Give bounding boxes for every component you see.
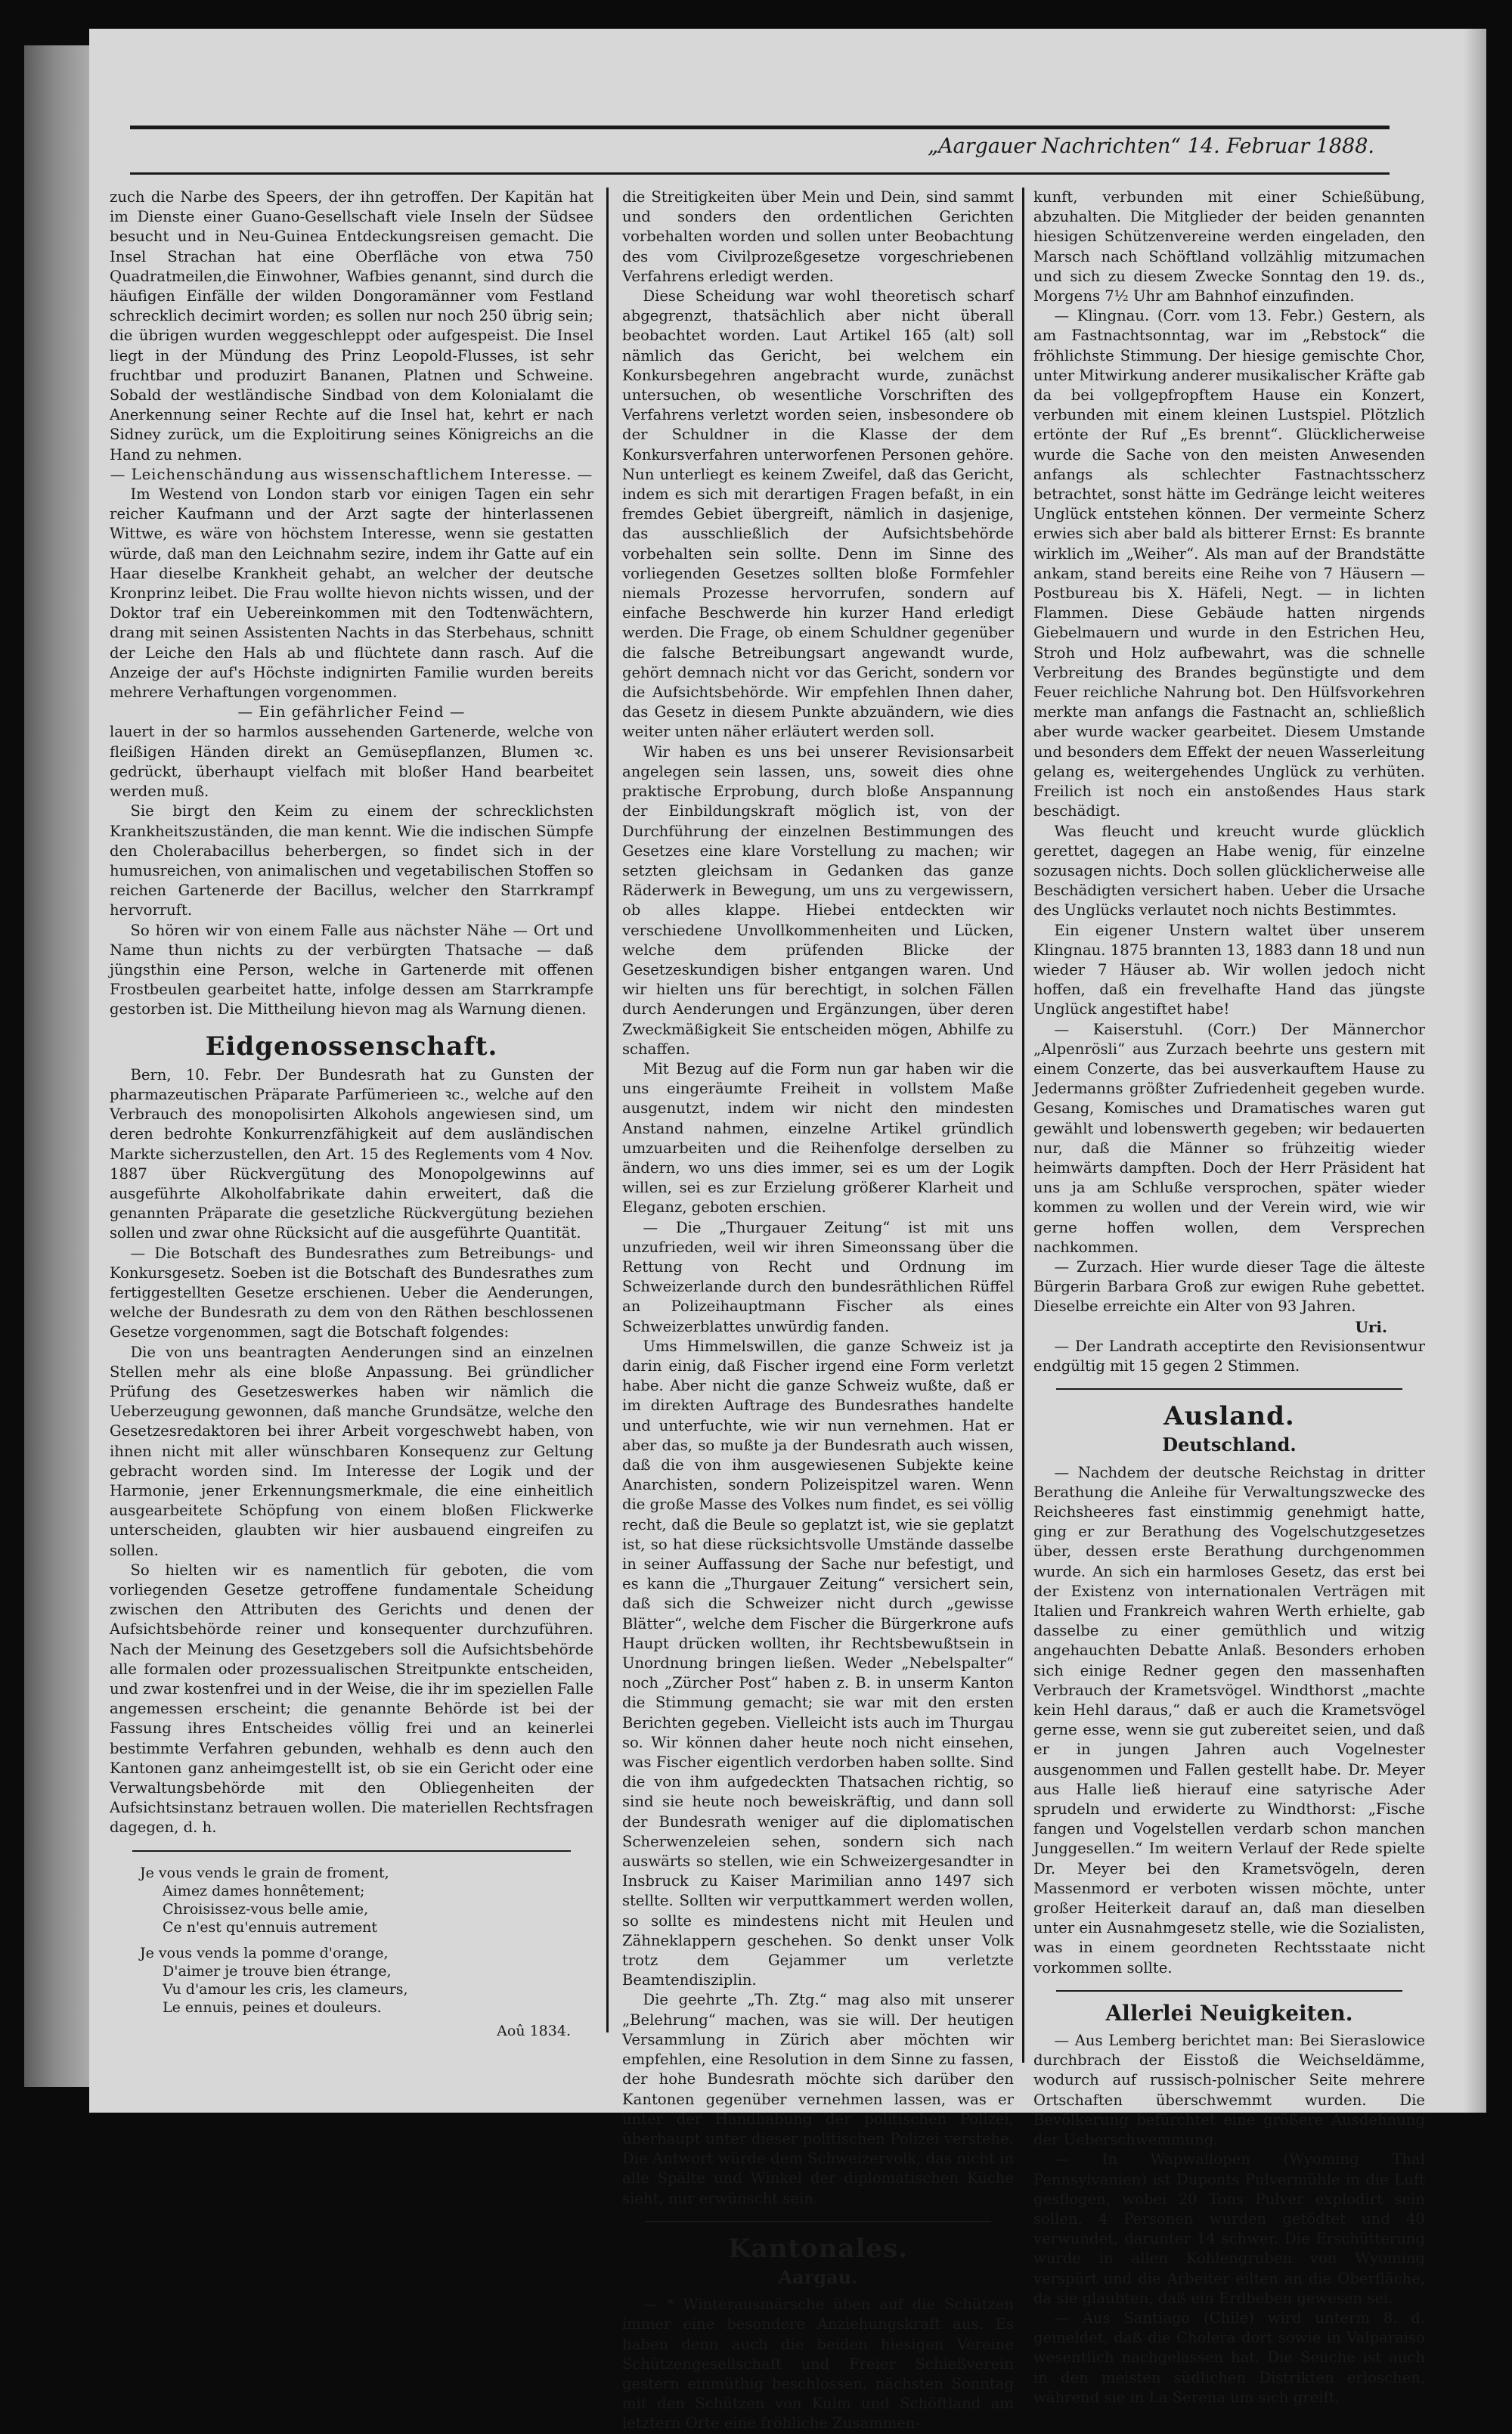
article-paragraph: — Aus Santiago (Chile) wird unterm 8. d. gemeldet, daß die Cholera dort sowie in Valparaiso wesentlich nachgelassen hat. Die Seuche ist auch in den meisten südlichen Distrikten erloschen, während sie in La Serena um sich greift.	[1033, 2308, 1425, 2406]
article-paragraph: Sie birgt den Keim zu einem der schrecklichsten Krankheitszuständen, die man kennt. Wie die indischen Sümpfe den Cholerabacillus beherbergen, so findet sich in der humusreichen, von animalischen und vegetabilischen Stoffen so reichen Gartenerde der Bacillus, welcher den Starrkrampf hervorruft.	[110, 802, 593, 919]
poem-line: Je vous vends le grain de froment,	[140, 1864, 389, 1881]
article-paragraph: — * Winterausmärsche üben auf die Schützen immer eine besondere Anziehungskraft aus. Es haben denn auch die beiden hiesigen Vereine Schützengesellschaft und Freier Schießverein gestern einmüthig beschlossen, nächsten Sonntag mit den Schützen von Kulm und Schöftland am letztern Orte eine fröhliche Zusammen-	[622, 2296, 1014, 2432]
article-paragraph: So hören wir von einem Falle aus nächster Nähe — Ort und Name thun nichts zu der verbürgten Thatsache — daß jüngsthin eine Person, welche in Gartenerde mit offenen Frostbeulen gearbeitet hatte, infolge dessen am Starrkrampfe gestorben ist. Die Mittheilung hievon mag als Warnung dienen.	[110, 921, 593, 1019]
subsection-heading: Deutschland.	[1162, 1434, 1297, 1456]
article-paragraph: So hielten wir es namentlich für geboten, die vom vorliegenden Gesetze getroffene fundamentale Scheidung zwischen den Attributen des Gerichts und denen der Aufsichtsbehörde reiner und konsequenter durchzuführen. Nach der Meinung des Gesetzgebers soll die Aufsichtsbehörde alle formalen oder prozessualischen Streitpunkte entscheiden, und zwar kostenfrei und in der Weise, die ihr im speziellen Falle angemessen erscheint; die genannte Behörde ist bei der Fassung ihres Entscheides völlig frei und an keinerlei bestimmte Verfahren gebunden, wehhalb es denn auch den Kantonen ganz anheimgestellt ist, ob sie ein Gericht oder eine Verwaltungsbehörde mit den Obliegenheiten der Aufsichtsinstanz betrauen wollen. Die materiellen Rechtsfragen dagegen, d. h.	[110, 1561, 593, 1837]
article-paragraph: Diese Scheidung war wohl theoretisch scharf abgegrenzt, thatsächlich aber nicht überall beobachtet worden. Laut Artikel 165 (alt) soll nämlich das Gericht, bei welchem ein Konkursbegehren angebracht wurde, zunächst untersuchen, ob wesentliche Vorschriften des Verfahrens verletzt worden seien, insbesondere ob der Schuldner in die Klasse der dem Konkursverfahren unterworfenen Personen gehöre. Nun unterliegt es keinem Zweifel, daß das Gericht, indem es sich mit derartigen Fragen befaßt, in ein fremdes Gebiet übergreift, nämlich in dasjenige, das ausschließlich der Aufsichtsbehörde vorbehalten sein sollte. Denn im Sinne des vorliegenden Gesetzes sollten bloße Formfehler niemals Prozesse hervorrufen, sondern auf einfache Beschwerde hin kurzer Hand erledigt werden. Die Frage, ob einem Schuldner gegenüber die falsche Betreibungsart angewandt wurde, gehört demnach nicht vor das Gericht, sondern vor die Aufsichtsbehörde. Wir empfehlen Ihnen daher, das Gesetz in diesem Punkte abzuändern, wie dies weiter unten näher erläutert werden soll.	[622, 287, 1014, 741]
article-paragraph: — In Wapwallopen (Wyoming Thal Pennsylvanien) ist Duponts Pulvermühle in die Luft gesflogen, wobei 20 Tons Pulver explodirt sein sollen. 4 Personen wurden getödtet und 40 verwundet, darunter 14 schwer. Die Erschütterung wurde in allen Kohlengruben von Wyoming verspürt und die Arbeiter eilten an die Oberfläche, da sie glaubten, daß ein Erdbeben gewesen sei.	[1033, 2150, 1425, 2307]
poem-line: Aimez dames honnêtement;	[163, 1882, 365, 1899]
article-paragraph: Die von uns beantragten Aenderungen sind an einzelnen Stellen mehr als eine bloße Anpassung. Bei gründlicher Prüfung des Gesetzeswerkes haben wir nämlich die Ueberzeugung gewonnen, daß manche Grundsätze, welche den Gesetzesredaktoren bei ihrer Arbeit vorgeschwebt haben, von ihnen nicht mit aller wünschbaren Konsequenz zur Geltung gebracht worden sind. Im Interesse der Logik und der Harmonie, jener Erkennungsmerkmale, die eine einheitlich ausgearbeitete Schöpfung von einem bloßen Flickwerke unterscheiden, glaubten wir hier ausbauend eingreifen zu sollen.	[110, 1343, 593, 1559]
section-heading: Kantonales.	[728, 2233, 908, 2264]
article-heading: — Leichenschändung aus wissenschaftlichem Interesse. —	[110, 465, 593, 483]
poem-line: Vu d'amour les cris, les clameurs,	[163, 1980, 408, 1998]
article-paragraph: — Die „Thurgauer Zeitung“ ist mit uns unzufrieden, weil wir ihren Simeonssang über die Rettung von Recht und Ordnung im Schweizerlande durch den bundesräthlichen Rüffel an Polizeihauptmann Fischer als eines Schweizerblattes unwürdig fanden.	[622, 1218, 1014, 1335]
section-heading: Allerlei Neuigkeiten.	[1105, 2000, 1353, 2026]
article-paragraph: Mit Bezug auf die Form nun gar haben wir die uns eingeräumte Freiheit in vollstem Maße ausgenutzt, indem wir nicht den mindesten Anstand nahmen, einzelne Artikel gründlich umzuarbeiten und die Reihenfolge derselben zu ändern, wo uns dies immer, sei es um der Logik willen, sei es zur Erzielung größerer Klarheit und Eleganz, geboten erschien.	[622, 1059, 1014, 1217]
column-1	[110, 188, 593, 2041]
article-paragraph: — Klingnau. (Corr. vom 13. Febr.) Gestern, als am Fastnachtsonntag, war im „Rebstock“ die fröhlichste Stimmung. Der hiesige gemischte Chor, unter Mitwirkung anderer musikalischer Kräfte gab da bei vollgepfropftem Hause ein Konzert, verbunden mit einem kleinen Lustspiel. Plötzlich ertönte der Ruf „Es brennt“. Glücklicherweise wurde die Sache von den meisten Anwesenden anfangs als schlechter Fastnachtsscherz betrachtet, sonst hätte im Gedränge leicht weiteres Unglück entstehen können. Der vermeinte Scherz erwies sich aber bald als bitterer Ernst: Es brannte wirklich im „Weiher“. Als man auf der Brandstätte ankam, stand bereits eine Reihe von 7 Häusern — Postbureau bis X. Häfeli, Negt. — in lichten Flammen. Diese Gebäude hatten nirgends Giebelmauern und wurde in den Estrichen Heu, Stroh und Holz aufbewahrt, was die schnelle Verbreitung des Brandes begünstigte und dem Feuer reichliche Nahrung bot. Den Hülfsvorkehren merkte man anfangs die Fastnacht an, schließlich aber wurde wacker gearbeitet. Diesem Umstande und besonders dem Effekt der neuen Wasserleitung gelang es, weitergehendes Unglück zu verhüten. Freilich ist noch ein anstoßendes Haus stark beschädigt.	[1033, 307, 1425, 820]
article-paragraph: Ein eigener Unstern waltet über unserem Klingnau. 1875 brannten 13, 1883 dann 18 und nun wieder 7 Häuser ab. Wir wollen jedoch nicht hoffen, daß ein frevelhafte Hand das jüngste Unglück angestiftet habe!	[1033, 921, 1425, 1019]
section-separator	[645, 2221, 991, 2222]
poem	[110, 1864, 593, 2017]
poem-line: Chroisissez-vous belle amie,	[163, 1900, 369, 1918]
column-divider	[606, 188, 609, 2032]
article-paragraph: — Die Botschaft des Bundesrathes zum Betreibungs- und Konkursgesetz. Soeben ist die Botschaft des Bundesrathes zum fertiggestellten Gesetze erschienen. Ueber die Aenderungen, welche der Bundesrath zu dem von den Räthen beschlossenen Gesetze vorgenommen, sagt die Botschaft folgendes:	[110, 1244, 593, 1341]
article-paragraph: — Nachdem der deutsche Reichstag in dritter Berathung die Anleihe für Verwaltungszwecke des Reichsheeres fast einstimmig genehmigt hatte, ging er zur Berathung des Vogelschutzgesetzes über, dessen erste Berathung durchgenommen wurde. An sich ein harmloses Gesetz, das erst bei der Existenz von internationalen Verträgen mit Italien und Frankreich wahren Werth erhielte, gab dasselbe zu einer gemüthlich und witzig angehauchten Debatte Anlaß. Besonders erhoben sich einige Redner gegen den massenhaften Verbrauch der Krametsvögel. Windthorst „machte kein Hehl daraus,“ daß er auch die Krametsvögel gerne esse, wenn sie gut zubereitet seien, und daß er in jungen Jahren auch Vogelnester ausgenommen und Fallen gestellt habe. Dr. Meyer aus Halle ließ hierauf eine satyrische Ader sprudeln und erwiderte zu Windthorst: „Fische fangen und Vogelstellen verdarb schon manchen Junggesellen.“ Im weitern Verlauf der Rede spielte Dr. Meyer bei den Krametsvögeln, deren Massenmord er verboten wissen möchte, unter großer Heiterkeit darauf an, daß man dieselben unter ein Ausnahmgesetz stelle, wie die Sozialisten, was in einem geordneten Rechtsstaate nicht vorkommen sollte.	[1033, 1463, 1425, 1977]
book-binding	[24, 45, 100, 2087]
subsection-heading: Uri.	[1355, 1317, 1387, 1336]
poem-line: Je vous vends la pomme d'orange,	[140, 1944, 389, 1961]
page-header: „Aargauer Nachrichten“ 14. Februar 1888.	[928, 135, 1374, 158]
poem-line: Le ennuis, peines et douleurs.	[163, 1998, 382, 2016]
page-edge-shadow	[1464, 29, 1486, 2113]
article-paragraph: — Aus Lemberg berichtet man: Bei Sieraslowice durchbrach der Eisstoß die Weichseldämme, wodurch auf russisch-polnischer Seite mehrere Ortschaften überschwemmt wurden. Die Bevölkerung befürchtet eine größere Ausdehnung der Ueberschwemmung.	[1033, 2032, 1425, 2149]
header-top-rule	[130, 126, 1390, 129]
poem-separator	[132, 1850, 571, 1852]
section-separator	[1056, 1388, 1402, 1390]
poem-line: Ce n'est qu'ennuis autrement	[163, 1918, 378, 1936]
article-paragraph: Was fleucht und kreucht wurde glücklich gerettet, dagegen an Habe wenig, für einzelne sozusagen nichts. Doch sollen glücklicherweise alle Beschädigten versichert haben. Ueber die Ursache des Unglücks verlautet noch nichts Bestimmtes.	[1033, 822, 1425, 919]
article-paragraph: kunft, verbunden mit einer Schießübung, abzuhalten. Die Mitglieder der beiden genannten hiesigen Schützenvereine werden eingeladen, den Marsch nach Schöftland vollzählig mitzumachen und sich zu diesem Zwecke Sonntag den 19. ds., Morgens 7½ Uhr am Bahnhof einzufinden.	[1033, 188, 1425, 305]
header-bottom-rule	[130, 172, 1390, 175]
section-separator	[1056, 1990, 1402, 1992]
section-heading: Eidgenossenschaft.	[205, 1031, 498, 1062]
poem-signature: Aoû 1834.	[497, 2022, 571, 2039]
article-paragraph: Im Westend von London starb vor einigen Tagen ein sehr reicher Kaufmann und der Arzt sagte der hinterlassenen Wittwe, es wäre von höchstem Interesse, wenn sie gestatten würde, daß man den Leichnahm sezire, indem ihr Gatte auf ein Haar dieselbe Krankheit gehabt, an welcher der deutsche Kronprinz leibet. Die Frau wollte hievon nichts wissen, und der Doktor traf ein Uebereinkommen mit den Todtenwächtern, drang mit seinen Assistenten Nachts in das Sterbehaus, schnitt der Leiche den Hals ab und flüchtete dann rasch. Auf die Anzeige der auf's Höchste indignirten Familie wurden bereits mehrere Verhaftungen vorgenommen.	[110, 485, 593, 702]
article-paragraph: — Der Landrath acceptirte den Revisionsentwur endgültig mit 15 gegen 2 Stimmen.	[1033, 1337, 1425, 1375]
subsection-heading: Aargau.	[778, 2265, 858, 2288]
article-heading: — Ein gefährlicher Feind —	[237, 703, 466, 721]
poem-line: D'aimer je trouve bien étrange,	[163, 1962, 392, 1980]
article-paragraph: Ums Himmelswillen, die ganze Schweiz ist ja darin einig, daß Fischer irgend eine Form verletzt habe. Aber nicht die ganze Schweiz wußte, daß er im direkten Auftrage des Bundesrathes handelte und unterfuchte, wie wir nun vernehmen. Hat er aber das, so mußte ja der Bundesrath auch wissen, daß die von ihm ausgewiesenen Subjekte keine Anarchisten, sondern Polizeispitzel waren. Wenn die große Masse des Volkes num findet, es sei völlig recht, daß die Beule so geplatzt ist, wie sie geplatzt ist, so hat diese rücksichtsvolle Umstände dasselbe in seiner Auffassung der Sache nur befestigt, und es kann die „Thurgauer Zeitung“ versichert sein, daß sich die Schweizer nicht durch „gewisse Blätter“, welche dem Fischer die Bürgerkrone aufs Haupt drücken wollten, ihr Rechtsbewußtsein in Unordnung bringen ließen. Weder „Nebelspalter“ noch „Zürcher Post“ haben z. B. in unserm Kanton die Stimmung gemacht; sie war mit den ersten Berichten gegeben. Vielleicht ists auch im Thurgau so. Wir können daher heute noch nicht einsehen, was Fischer eigentlich verdorben haben sollte. Sind die von ihm aufgedeckten Thatsachen richtig, so sind sie heute noch beweiskräftig, und dann soll der Bundesrath weniger auf die diplomatischen Scherwenzeleien sehen, sondern sich nach auswärts so stellen, wie ein Schweizergesandter in Insbruck zu Kaiser Marimilian anno 1497 sich stellte. Sollten wir verputtkammert werden wollen, so sollte es mindestens nicht mit Heulen und Zähneklappern geschehen. So denkt unser Volk trotz dem Gejammer um verletzte Beamtendisziplin.	[622, 1337, 1014, 1989]
article-paragraph: — Kaiserstuhl. (Corr.) Der Männerchor „Alpenrösli“ aus Zurzach beehrte uns gestern mit einem Conzerte, das bei ausverkauftem Hause zu Jedermanns größter Zufriedenheit gegeben wurde. Gesang, Komisches und Dramatisches waren gut gewählt und lobenswerth gegeben; wir bedauerten nur, daß die Männer so frühzeitig wieder heimwärts dampften. Doch der Herr Präsident hat uns ja am Schluße versprochen, später wieder kommen zu wollen und der Verein wird, wie wir gerne hoffen wollen, dem Versprechen nachkommen.	[1033, 1020, 1425, 1256]
column-2	[622, 188, 1014, 2434]
article-paragraph: Die geehrte „Th. Ztg.“ mag also mit unserer „Belehrung“ machen, was sie will. Der heutigen Versammlung in Zürich aber möchten wir empfehlen, eine Resolution in dem Sinne zu fassen, der hohe Bundesrath möchte sich darüber den Kantonen gegenüber vernehmen lassen, was er unter der Handhabung der politischen Polizei, überhaupt unter dieser politischen Polizei verstehe. Die Antwort würde dem Schweizervolk, das nicht in alle Spälte und Winkel der diplomatischen Küche sieht, nur erwünscht sein.	[622, 1991, 1014, 2207]
article-paragraph: Wir haben es uns bei unserer Revisionsarbeit angelegen sein lassen, uns, soweit dies ohne praktische Erprobung, durch bloße Anspannung der Einbildungskraft möglich ist, von der Durchführung der einzelnen Bestimmungen des Gesetzes eine klare Vorstellung zu machen; wir setzten gleichsam in Gedanken das ganze Räderwerk in Bewegung, um uns zu vergewissern, ob alles klappe. Hiebei entdeckten wir verschiedene Unvollkommenheiten und Lücken, welche dem prüfenden Blicke der Gesetzeskundigen bisher entgangen waren. Und wir hielten uns für berechtigt, in solchen Fällen durch Aenderungen und Ergänzungen, über deren Zweckmäßigkeit Sie entscheiden mögen, Abhilfe zu schaffen.	[622, 743, 1014, 1058]
article-paragraph: — Zurzach. Hier wurde dieser Tage die älteste Bürgerin Barbara Groß zur ewigen Ruhe gebettet. Dieselbe erreichte ein Alter von 93 Jahren.	[1033, 1257, 1425, 1316]
section-heading: Ausland.	[1163, 1401, 1295, 1432]
column-3	[1033, 188, 1425, 2408]
article-paragraph: zuch die Narbe des Speers, der ihn getroffen. Der Kapitän hat im Dienste einer Guano-Gesellschaft viele Inseln der Südsee besucht und in Neu-Guinea Entdeckungsreisen gemacht. Die Insel Strachan hat eine Oberfläche von etwa 750 Quadratmeilen,die Einwohner, Wafbies genannt, sind durch die häufigen Einfälle der wilden Dongoramänner vom Festland schrecklich decimirt worden; es sollen nur noch 250 übrig sein; die übrigen wurden weggeschleppt oder aufgespeist. Die Insel liegt in der Mündung des Prinz Leopold-Flusses, ist sehr fruchtbar und produzirt Bananen, Platnen und Schweine. Sobald der westländische Sindbad von dem Kolonialamt die Anerkennung seiner Rechte auf die Insel hat, kehrt er nach Sidney zurück, um die Exploitirung seines Königreichs an die Hand zu nehmen.	[110, 188, 593, 464]
article-paragraph: Bern, 10. Febr. Der Bundesrath hat zu Gunsten der pharmazeutischen Präparate Parfümerieen ꝛc., welche auf den Verbrauch des monopolisirten Alkohols angewiesen sind, um deren bedrohte Konkurrenzfähigkeit auf dem ausländischen Markte sicherzustellen, den Art. 15 des Reglements vom 4 Nov. 1887 über Rückvergütung des Monopolgewinns auf ausgeführte Alkoholfabrikate dahin erweitert, daß die genannten Präparate die gesetzliche Rückvergütung beziehen sollen und zwar ohne Rücksicht auf die ausgeführte Quantität.	[110, 1065, 593, 1242]
column-divider	[1022, 188, 1024, 2063]
article-paragraph: die Streitigkeiten über Mein und Dein, sind sammt und sonders den ordentlichen Gerichten vorbehalten worden und sollen unter Beobachtung des vom Civilprozeßgesetze vorgeschriebenen Verfahrens erledigt werden.	[622, 188, 1014, 285]
article-paragraph: lauert in der so harmlos aussehenden Gartenerde, welche von fleißigen Händen direkt an Gemüsepflanzen, Blumen ꝛc. gedrückt, überhaupt vielfach mit bloßer Hand bearbeitet werden muß.	[110, 723, 593, 801]
